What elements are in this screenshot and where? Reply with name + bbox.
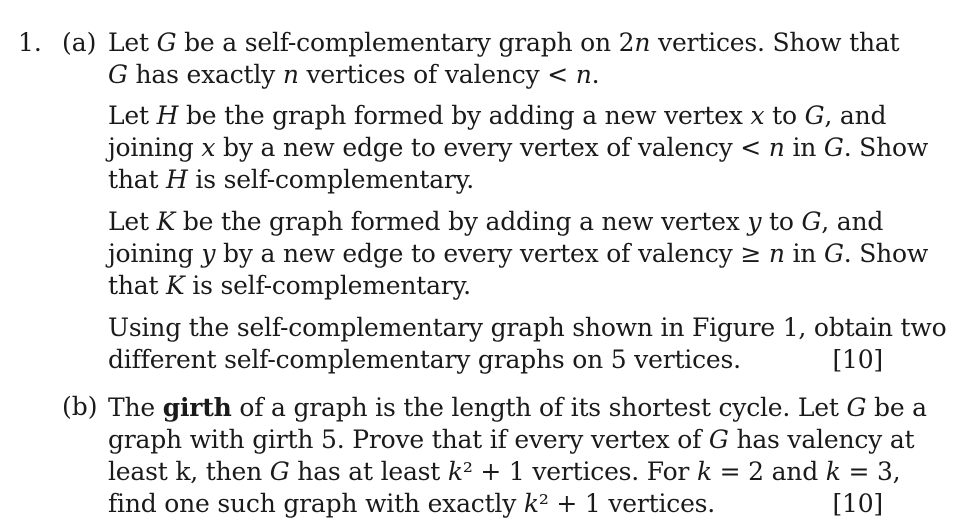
text-line: joining x by a new edge to every vertex of valency < n in G. Show (108, 133, 929, 162)
question-number: 1. (18, 28, 42, 57)
bold-term-girth: girth (162, 393, 232, 422)
text-line: least k, then G has at least k² + 1 vertices. For k = 2 and k = 3, (108, 457, 901, 486)
part-a-paragraph-4 (108, 312, 947, 376)
marks-label: [10] (832, 489, 883, 518)
part-a-paragraph-3 (108, 206, 929, 302)
text-line: G has exactly n vertices of valency < n. (108, 60, 600, 89)
text-line: The girth of a graph is the length of its shortest cycle. Let G be a (108, 393, 927, 422)
part-a-paragraph-1 (108, 27, 900, 91)
part-b-paragraph (108, 392, 927, 520)
text-line: that H is self-complementary. (108, 165, 475, 194)
text-line: Let K be the graph formed by adding a new vertex y to G, and (108, 207, 884, 236)
text-line: that K is self-complementary. (108, 271, 471, 300)
part-a-label: (a) (62, 28, 97, 57)
text-line: joining y by a new edge to every vertex of valency ≥ n in G. Show (108, 239, 929, 268)
text-line: Let H be the graph formed by adding a new vertex x to G, and (108, 101, 887, 130)
text-line: Let G be a self-complementary graph on 2n vertices. Show that (108, 28, 900, 57)
text-line: Using the self-complementary graph shown in Figure 1, obtain two (108, 313, 947, 342)
marks-label: [10] (832, 345, 883, 374)
part-b-label: (b) (62, 392, 98, 421)
text-line: different self-complementary graphs on 5 vertices. [10] (108, 345, 883, 374)
part-a-paragraph-2 (108, 100, 929, 196)
text-line: find one such graph with exactly k² + 1 vertices. [10] (108, 489, 883, 518)
text-line: graph with girth 5. Prove that if every vertex of G has valency at (108, 425, 915, 454)
